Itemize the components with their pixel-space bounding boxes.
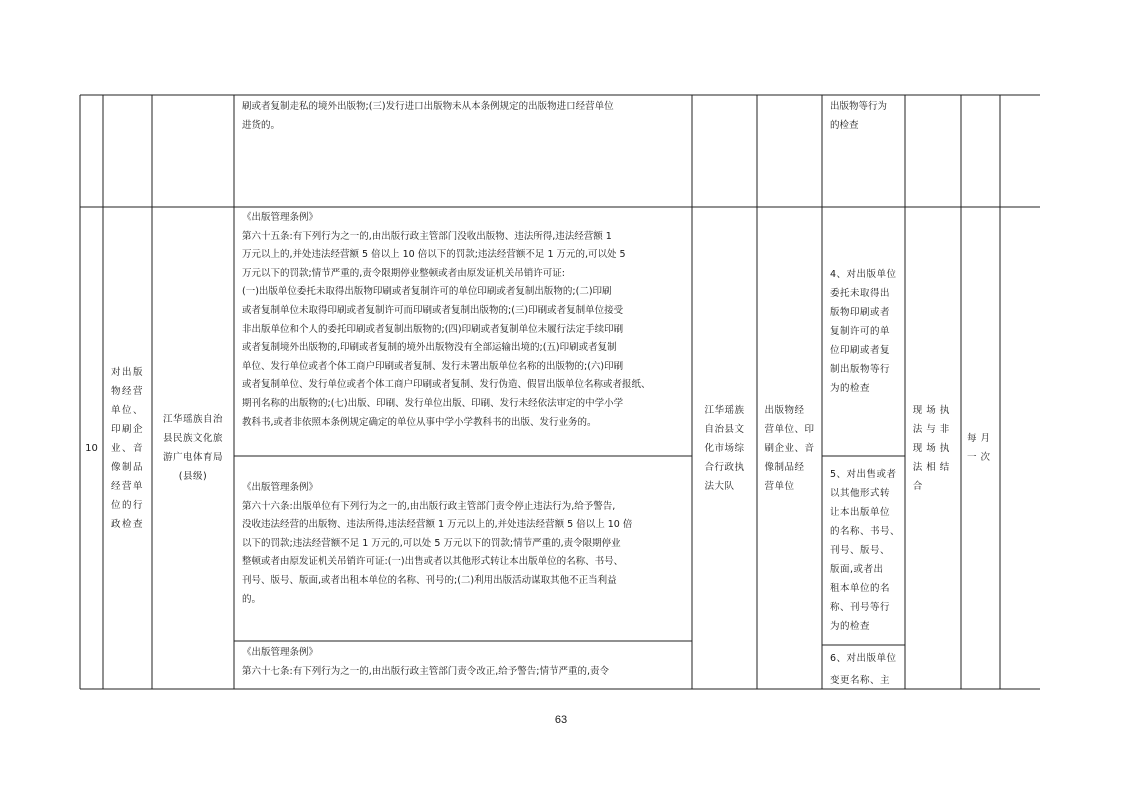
content-item-5: 5、对出售或者 以其他形式转 让本出版单位 的名称、书号、 刊号、版号、 版面,或者出 租本单位的名 称、刊号等行 为的检查: [830, 469, 901, 632]
basis-article-65: 《出版管理条例》 第六十五条:有下列行为之一的,由出版行政主管部门没收出版物、违法所得,违法经营额 1 万元以上的,并处违法经营额 5 倍以上 10 倍以下的罚款;违法经营额不足 1 万元的,可以处 5 万元以下的罚款;情节严重的,责令限期停业整顿或者由原发证机关吊销许可证: (一)出版单位委托未取得出版物印刷或者复制许可的单位印刷或者复制出版物的;(二)印刷 或者复制单位未取得印刷或者复制许可而印刷或者复制出版物的;(三)印刷或者复制单位接受 非出版单位和个人的委托印刷或者复制出版物的;(四)印刷或者复制单位未履行法定手续印刷 或者复制境外出版物的,印刷或者复制的境外出版物没有全部运输出境的;(五)印刷或者复制 单位、发行单位或者个体工商户印刷或者复制、发行未署出版单位名称的出版物的;(六)印刷 或者复制单位、发行单位或者个体工商户印刷或者复制、发行伪造、假冒出版单位名称或者报纸、 期刊名称的出版物的;(七)出版、印刷、发行单位出版、印刷、发行未经依法审定的中学小学 教科书,或者非依照本条例规定确定的单位从事中学小学教科书的出版、发行业务的。: [242, 212, 651, 428]
basis-article-66: 《出版管理条例》 第六十六条:出版单位有下列行为之一的,由出版行政主管部门责令停止违法行为,给予警告, 没收违法经营的出版物、违法所得,违法经营额 1 万元以上的,并处违法经营额 5 倍以上 10 倍 以下的罚款;违法经营额不足 1 万元的,可以处 5 万元以下的罚款;情节严重的,责令限期停业 整顿或者由原发证机关吊销许可证:(一)出售或者以其他形式转让本出版单位的名称、书号、 刊号、版号、版面,或者出租本单位的名称、刊号的;(二)利用出版活动谋取其他不正当利益 的。: [242, 482, 633, 605]
basis-continued: 刷或者复制走私的境外出版物;(三)发行进口出版物未从本条例规定的出版物进口经营单位 进货的。: [242, 101, 614, 131]
inspection-method: 现场执 法与非 现场执 法相结 合: [912, 404, 954, 492]
executor: 江华瑶族 自治县文 化市场综 合行政执 法大队: [704, 404, 745, 492]
inspection-object: 出版物经 营单位、印 刷企业、音 像制品经 营单位: [764, 404, 815, 492]
inspection-frequency: 每月 一次: [966, 433, 994, 463]
check-item: 对出版 物经营 单位、 印刷企 业、音 像制品 经营单 位的行 政检查: [110, 366, 144, 530]
row-seq: 10: [85, 442, 98, 454]
agency: 江华瑶族自治 县民族文化旅 游广电体育局 (县级): [162, 414, 223, 482]
content-item-4: 4、对出版单位 委托未取得出 版物印刷或者 复制许可的单 位印刷或者复 制出版物等行 为的检查: [830, 269, 897, 394]
content-continued: 出版物等行为 的检查: [830, 101, 888, 131]
content-item-6: 6、对出版单位 变更名称、主: [830, 653, 897, 686]
page-number: 63: [554, 714, 568, 726]
basis-article-67: 《出版管理条例》 第六十七条:有下列行为之一的,由出版行政主管部门责令改正,给予警告;情节严重的,责令: [242, 647, 609, 677]
